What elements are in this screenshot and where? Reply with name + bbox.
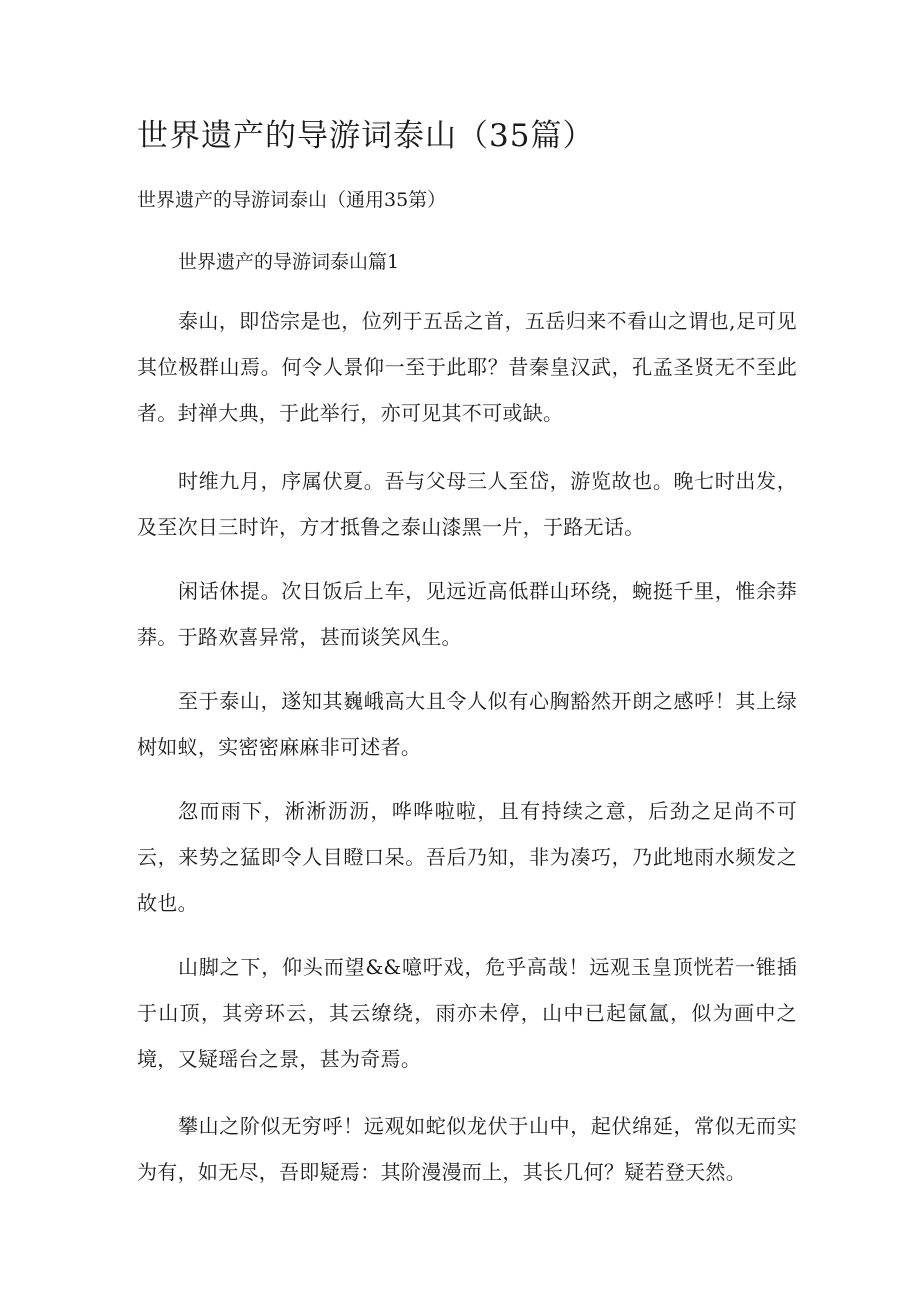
paragraph-6: 山脚之下，仰头而望&&噫吁戏，危乎高哉！远观玉皇顶恍若一锥插于山顶，其旁环云，其云缭绕，雨亦未停，山中已起氤氲，似为画中之境，又疑瑶台之景，甚为奇焉。: [137, 955, 797, 1071]
document-title: 世界遗产的导游词泰山（35篇）: [137, 118, 595, 154]
paragraph-3: 闲话休提。次日饭后上车，见远近高低群山环绕，蜿挺千里，惟余莽莽。于路欢喜异常，甚而谈笑风生。: [137, 579, 797, 649]
paragraph-5: 忽而雨下，淅淅沥沥，哗哗啦啦，且有持续之意，后劲之足尚不可云，来势之猛即令人目瞪口呆。吾后乃知，非为凑巧，乃此地雨水频发之故也。: [137, 799, 797, 915]
document-subtitle: 世界遗产的导游词泰山（通用35第）: [137, 189, 447, 211]
paragraph-7: 攀山之阶似无穷呼！远观如蛇似龙伏于山中，起伏绵延，常似无而实为有，如无尽，吾即疑焉：其阶漫漫而上，其长几何？疑若登天然。: [137, 1114, 797, 1184]
section-heading: 世界遗产的导游词泰山篇1: [178, 251, 400, 273]
paragraph-1: 泰山，即岱宗是也，位列于五岳之首，五岳归来不看山之谓也,足可见其位极群山焉。何令人景仰一至于此耶？昔秦皇汉武，孔孟圣贤无不至此者。封禅大典，于此举行，亦可见其不可或缺。: [137, 309, 797, 425]
paragraph-4: 至于泰山，遂知其巍峨高大且令人似有心胸豁然开朗之感呼！其上绿树如蚁，实密密麻麻非可述者。: [137, 689, 797, 759]
paragraph-2: 时维九月，序属伏夏。吾与父母三人至岱，游览故也。晚七时出发，及至次日三时许，方才抵鲁之泰山漆黑一片，于路无话。: [137, 469, 797, 539]
